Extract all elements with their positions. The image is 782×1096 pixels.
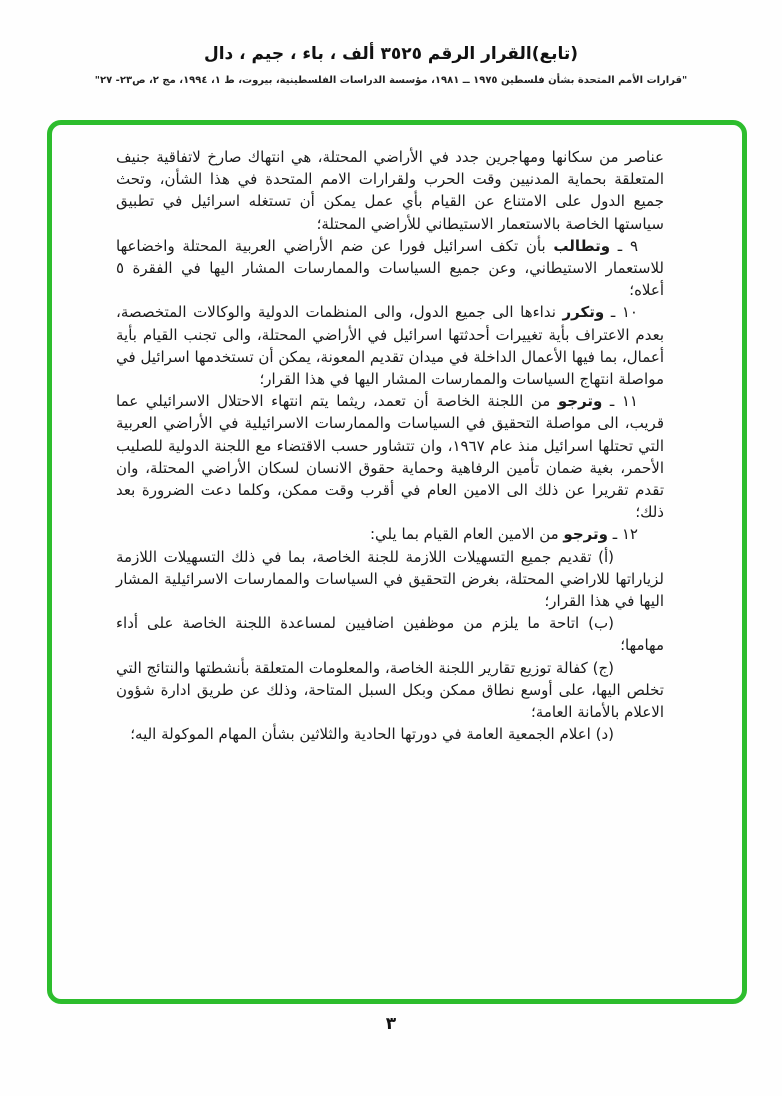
item-lead-word: وتكرر — [562, 303, 605, 322]
paragraph-text: بأن تكف اسرائيل فورا عن ضم الأراضي العربية المحتلة واخضاعها للاستعمار الاستيطاني، وعن جميع السياسات والممارسات المشار اليها في الفقرة ٥ أعلاه؛ — [116, 236, 664, 300]
paragraph-text: عناصر من سكانها ومهاجرين جدد في الأراضي المحتلة، هي انتهاك صارخ لاتفاقية جنيف المتعلقة بحماية المدنيين وقت الحرب ولقرارات الامم المتحدة في هذا الشأن، وتحث جميع الدول على الامتناع عن القيام بأي عمل يمكن أن تستغله اسرائيل في تطبيق سياستها الخاصة بالاستعمار الاستيطاني للأراضي المحتلة؛ — [116, 148, 664, 233]
paragraph-text: من اللجنة الخاصة أن تعمد، ريثما يتم انتهاء الاحتلال الاسرائيلي عما قريب، الى مواصلة التحقيق في السياسات والممارسات الاسرائيلية في الأراضي العربية التي تحتلها اسرائيل منذ عام ١٩٦٧، وان تتشاور حسب الاقتضاء مع اللجنة الدولية للصليب الأحمر، بغية ضمان تأمين الرفاهية وحماية حقوق الانسان لسكان الأراضي المحتلة، وان تقدم تقريرا عن ذلك الى الامين العام في أقرب وقت ممكن، وكلما دعت الضرورة بعد ذلك؛ — [116, 392, 664, 522]
paragraph-item-10 — [116, 301, 664, 390]
item-lead-word: وترجو — [557, 392, 603, 411]
item-letter: (ج) — [587, 658, 614, 677]
header-citation: "قرارات الأمم المتحدة بشأن فلسطين ١٩٧٥ ــ ١٩٨١، مؤسسة الدراسات الفلسطينية، بيروت، ط ١، ١٩٩٤، مج ٢، ص٢٣- ٢٧" — [94, 75, 688, 86]
item-letter: (د) — [590, 725, 614, 744]
document-body — [116, 146, 664, 745]
item-number: ١٢ ـ — [607, 525, 638, 544]
paragraph-text: تقديم جميع التسهيلات اللازمة للجنة الخاصة، بما في ذلك التسهيلات اللازمة لزياراتها للاراضي المحتلة، بغرض التحقيق في السياسات والممارسات الاسرائيلية المشار اليها في هذا القرار؛ — [116, 547, 664, 611]
paragraph-text: اتاحة ما يلزم من موظفين اضافيين لمساعدة اللجنة الخاصة على أداء مهامها؛ — [116, 614, 664, 655]
item-number: ١٠ ـ — [604, 303, 638, 322]
paragraph-item-9 — [116, 235, 664, 302]
paragraph-item-11 — [116, 390, 664, 523]
paragraph-subitem-ba — [116, 612, 664, 656]
item-letter: (أ) — [591, 547, 615, 566]
paragraph-subitem-dal — [116, 723, 664, 745]
paragraph-continuation — [116, 146, 664, 235]
item-letter: (ب) — [579, 614, 615, 633]
paragraph-subitem-alif — [116, 546, 664, 613]
header — [0, 44, 782, 86]
header-title: (تابع)القرار الرقم ٣٥٢٥ ألف ، باء ، جيم ، دال — [203, 44, 579, 64]
item-lead-word: وترجو — [563, 525, 608, 544]
paragraph-subitem-jim — [116, 657, 664, 724]
page-number: ٣ — [385, 1014, 397, 1034]
paragraph-item-12 — [116, 523, 664, 545]
paragraph-text: من الامين العام القيام بما يلي: — [370, 525, 564, 544]
item-lead-word: وتطالب — [553, 236, 611, 255]
paragraph-text: كفالة توزيع تقارير اللجنة الخاصة، والمعلومات المتعلقة بأنشطتها والنتائج التي تخلص اليها، على أوسع نطاق ممكن وبكل السبل المتاحة، وذلك عن طريق ادارة شؤون الاعلام بالأمانة العامة؛ — [116, 658, 664, 722]
item-number: ١١ ـ — [602, 392, 638, 411]
paragraph-text: نداءها الى جميع الدول، والى المنظمات الدولية والوكالات المتخصصة، بعدم الاعتراف بأية تغييرات أحدثتها اسرائيل في الأراضي المحتلة، والى تجنب القيام بأية أعمال، بما فيها الأعمال الداخلة في ميدان تقديم المعونة، يمكن أن تستخدمها اسرائيل في مواصلة انتهاج السياسات والممارسات المشار اليها في هذا القرار؛ — [116, 303, 664, 389]
paragraph-text: اعلام الجمعية العامة في دورتها الحادية والثلاثين بشأن المهام الموكولة اليه؛ — [130, 725, 591, 744]
item-number: ٩ ـ — [610, 236, 638, 255]
